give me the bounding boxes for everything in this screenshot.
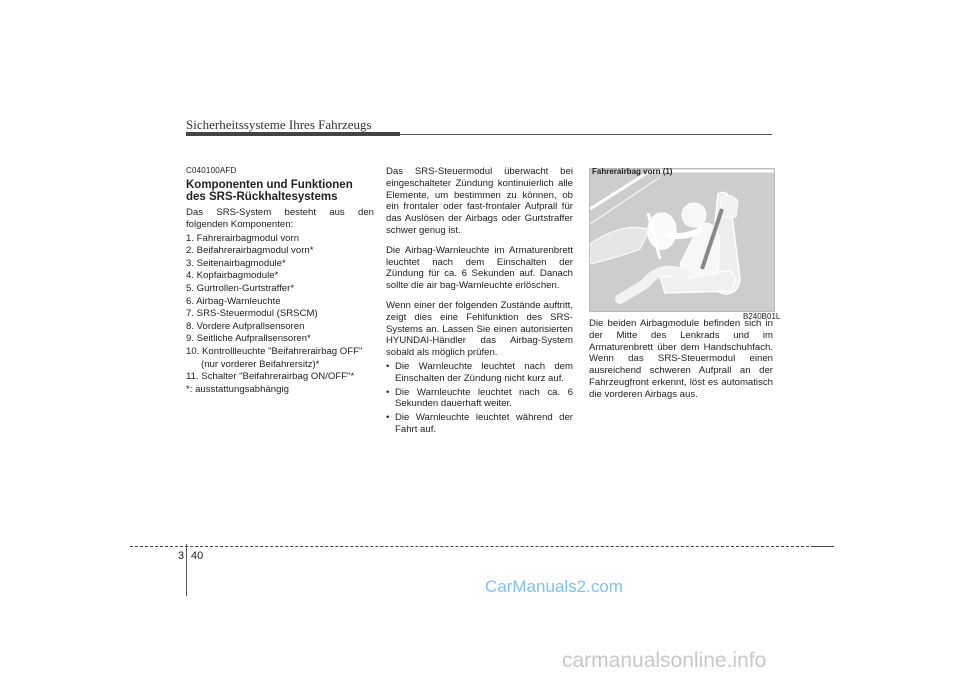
list-item: 6. Airbag-Warnleuchte	[186, 295, 281, 307]
intro-paragraph: Das SRS-System besteht aus den folgenden Komponenten:	[186, 207, 374, 230]
section-code: C040100AFD	[186, 166, 237, 175]
list-item: 8. Vordere Aufprallsensoren	[186, 320, 305, 332]
paragraph-warning-light: Die Airbag-Warnleuchte im Armaturenbrett leuchtet nach dem Einschalten der Zündung für ca. 6 Sekunden auf. Danach sollte die air bag-Warnleuchte erlöschen.	[386, 244, 573, 292]
paragraph-airbag-location: Die beiden Airbagmodule befinden sich in der Mitte des Lenkrads und im Armaturenbrett über dem Handschuhfach. Wenn das SRS-Steuermodul einen ausreichend schweren Aufprall an der Fahrzeugfront erkennt, löst es automatisch die vorderen Airbags aus.	[589, 318, 773, 400]
list-item: 1. Fahrerairbagmodul vorn	[186, 232, 300, 244]
list-item: 10. Kontrollleuchte "Beifahrerairbag OFF"	[186, 345, 363, 357]
footer-rule-end	[814, 546, 834, 547]
driver-airbag-drawing	[590, 169, 774, 311]
figure-code: B240B01L	[743, 312, 781, 321]
list-item: 2. Beifahrerairbagmodul vorn*	[186, 245, 314, 257]
bullet-item: • Die Warnleuchte leuchtet nach dem Einschalten der Zündung nicht kurz auf.	[386, 360, 573, 384]
header-bar	[186, 132, 400, 136]
footer-divider	[186, 544, 187, 596]
section-heading	[186, 179, 374, 203]
list-item: 11. Schalter "Beifahrerairbag ON/OFF"*	[186, 371, 355, 383]
page-number: 40	[191, 550, 204, 562]
figure-caption: Fahrerairbag vorn (1)	[592, 167, 673, 176]
section-heading-line2: des SRS-Rückhaltesystems	[186, 191, 338, 203]
section-heading-line1: Komponenten und Funktionen	[186, 179, 353, 191]
list-item: 4. Kopfairbagmodule*	[186, 270, 279, 282]
list-item: (nur vorderer Beifahrersitz)*	[201, 358, 320, 370]
left-column	[186, 166, 374, 396]
component-list	[186, 233, 374, 397]
list-item: 5. Gurtrollen-Gurtstraffer*	[186, 282, 295, 294]
bullet-item: • Die Warnleuchte leuchtet nach ca. 6 Sekunden dauerhaft weiter.	[386, 386, 573, 410]
watermark-bottom[interactable]: carmanualsonline.info	[562, 649, 767, 672]
paragraph-malfunction: Wenn einer der folgenden Zustände auftritt, zeigt dies eine Fehlfunktion des SRS-Systems an. Lassen Sie einen autorisierten HYUNDAI-Händler das Airbag-System sobald als möglich prüfen.	[386, 299, 573, 359]
watermark-top[interactable]: CarManuals2.com	[485, 577, 623, 596]
running-header: Sicherheitssysteme Ihres Fahrzeugs	[186, 117, 372, 132]
malfunction-list	[386, 361, 573, 436]
footnote: *: ausstattungsabhängig	[186, 383, 289, 395]
bullet-item: • Die Warnleuchte leuchtet während der Fahrt auf.	[386, 412, 573, 435]
header-rule	[400, 134, 772, 135]
list-item: 3. Seitenairbagmodule*	[186, 257, 286, 269]
list-item: 9. Seitliche Aufprallsensoren*	[186, 333, 311, 345]
section-number: 3	[178, 550, 185, 562]
paragraph-monitoring: Das SRS-Steuermodul überwacht bei eingeschalteter Zündung kontinuierlich alle Elemente, um bestimmen zu können, ob ein frontaler oder fast-frontaler Aufprall für das Auslösen der Airbags oder Gurtstraffer schwer genug ist.	[386, 166, 573, 236]
middle-column	[386, 166, 573, 438]
list-item: 7. SRS-Steuermodul (SRSCM)	[186, 308, 318, 320]
airbag-illustration	[589, 168, 775, 312]
footer-rule	[130, 546, 814, 547]
